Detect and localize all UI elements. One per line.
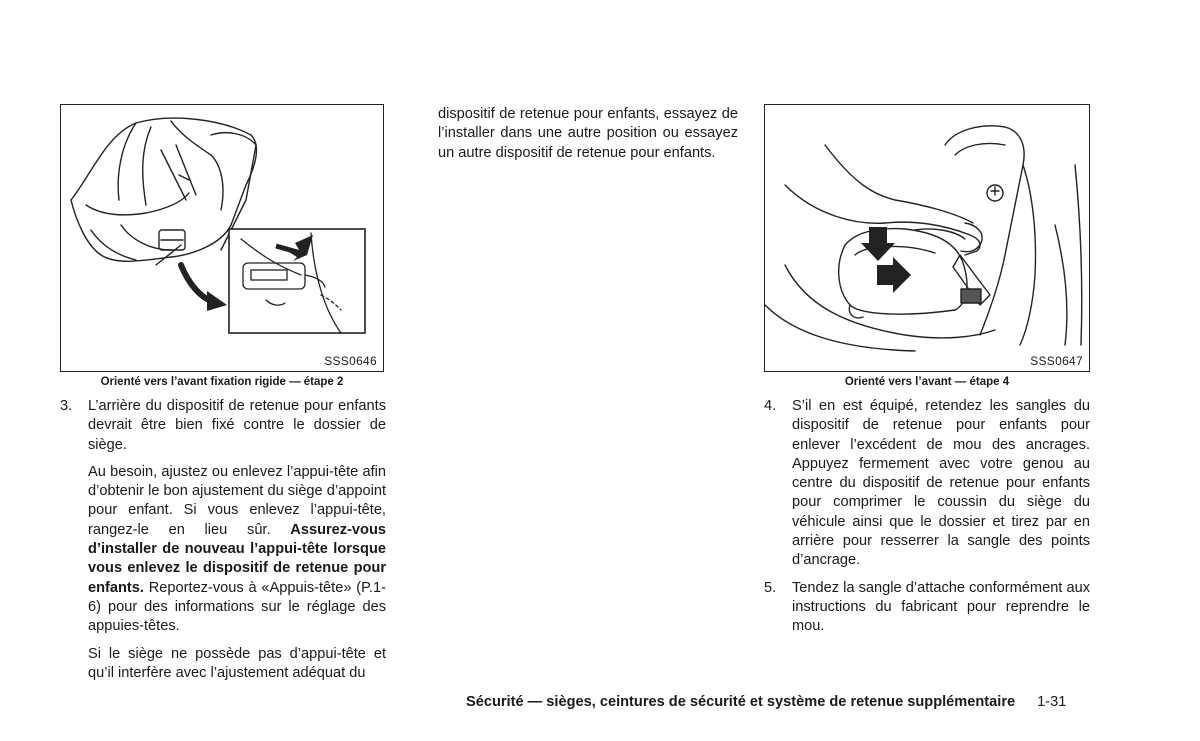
instruction-step-4 — [764, 397, 1090, 571]
step-3-text: L’arrière du dispositif de retenue pour enfants devrait être bien fixé contre le dossier de siège. — [88, 398, 386, 453]
instruction-step-5 — [764, 579, 1090, 637]
child-seat-rigid-fixation-illustration — [61, 105, 383, 353]
headrest-reference: Reportez-vous à «Appuis-tête» (P.1-6) pour des informations sur le réglage des appuies-têtes. — [88, 579, 386, 635]
no-headrest-paragraph: Si le siège ne possède pas d’appui-tête et qu’il interfère avec l’ajustement adéquat du — [88, 645, 386, 681]
middle-paragraph: dispositif de retenue pour enfants, essayez de l’installer dans une autre position ou essayez un autre dispositif de retenue pour enfants. — [438, 106, 738, 161]
headrest-paragraph — [60, 463, 386, 637]
right-figure-code: SSS0647 — [1030, 354, 1083, 368]
headrest-instruction: Au besoin, ajustez ou enlevez l’appui-tête afin d’obtenir le bon ajustement du siège d’appoint pour enfant. Si vous enlevez l’appui-tête, rangez-le en lieu sûr. — [88, 463, 386, 538]
right-column — [764, 397, 1090, 637]
child-seat-knee-press-illustration — [765, 105, 1089, 353]
section-title: Sécurité — sièges, ceintures de sécurité et système de retenue supplémentaire — [466, 694, 1016, 710]
step-5-text: Tendez la sangle d’attache conformément aux instructions du fabricant pour reprendre le mou. — [792, 579, 1090, 635]
step-4-text: S’il en est équipé, retendez les sangles du dispositif de retenue pour enfants pour enlever l’excédent de mou des ancrages. Appuyez fermement avec votre genou au centre du dispositif de retenue pour enfants pour comprimer le coussin du siège du véhicule ainsi que le dossier et tirez par en arrière pour resserrer la sangle des points d’ancrage. — [792, 398, 1090, 569]
right-figure — [764, 104, 1090, 372]
step-4-number: 4. — [764, 398, 777, 414]
step-3-number: 3. — [60, 398, 73, 414]
middle-column — [438, 105, 738, 163]
step-5-number: 5. — [764, 579, 777, 596]
left-figure-code: SSS0646 — [324, 354, 377, 368]
page-number: 1-31 — [1037, 694, 1067, 710]
headrest-warning: Assurez-vous d’installer de nouveau l’appui-tête lorsque vous enlevez le dispositif de retenue pour enfants. — [88, 521, 386, 596]
left-figure-caption: Orienté vers l’avant fixation rigide — étape 2 — [100, 376, 344, 388]
right-figure-caption: Orienté vers l’avant — étape 4 — [844, 376, 1010, 388]
left-figure — [60, 104, 384, 372]
left-column — [60, 397, 386, 683]
page-footer — [466, 694, 1066, 710]
instruction-step-3 — [60, 397, 386, 455]
